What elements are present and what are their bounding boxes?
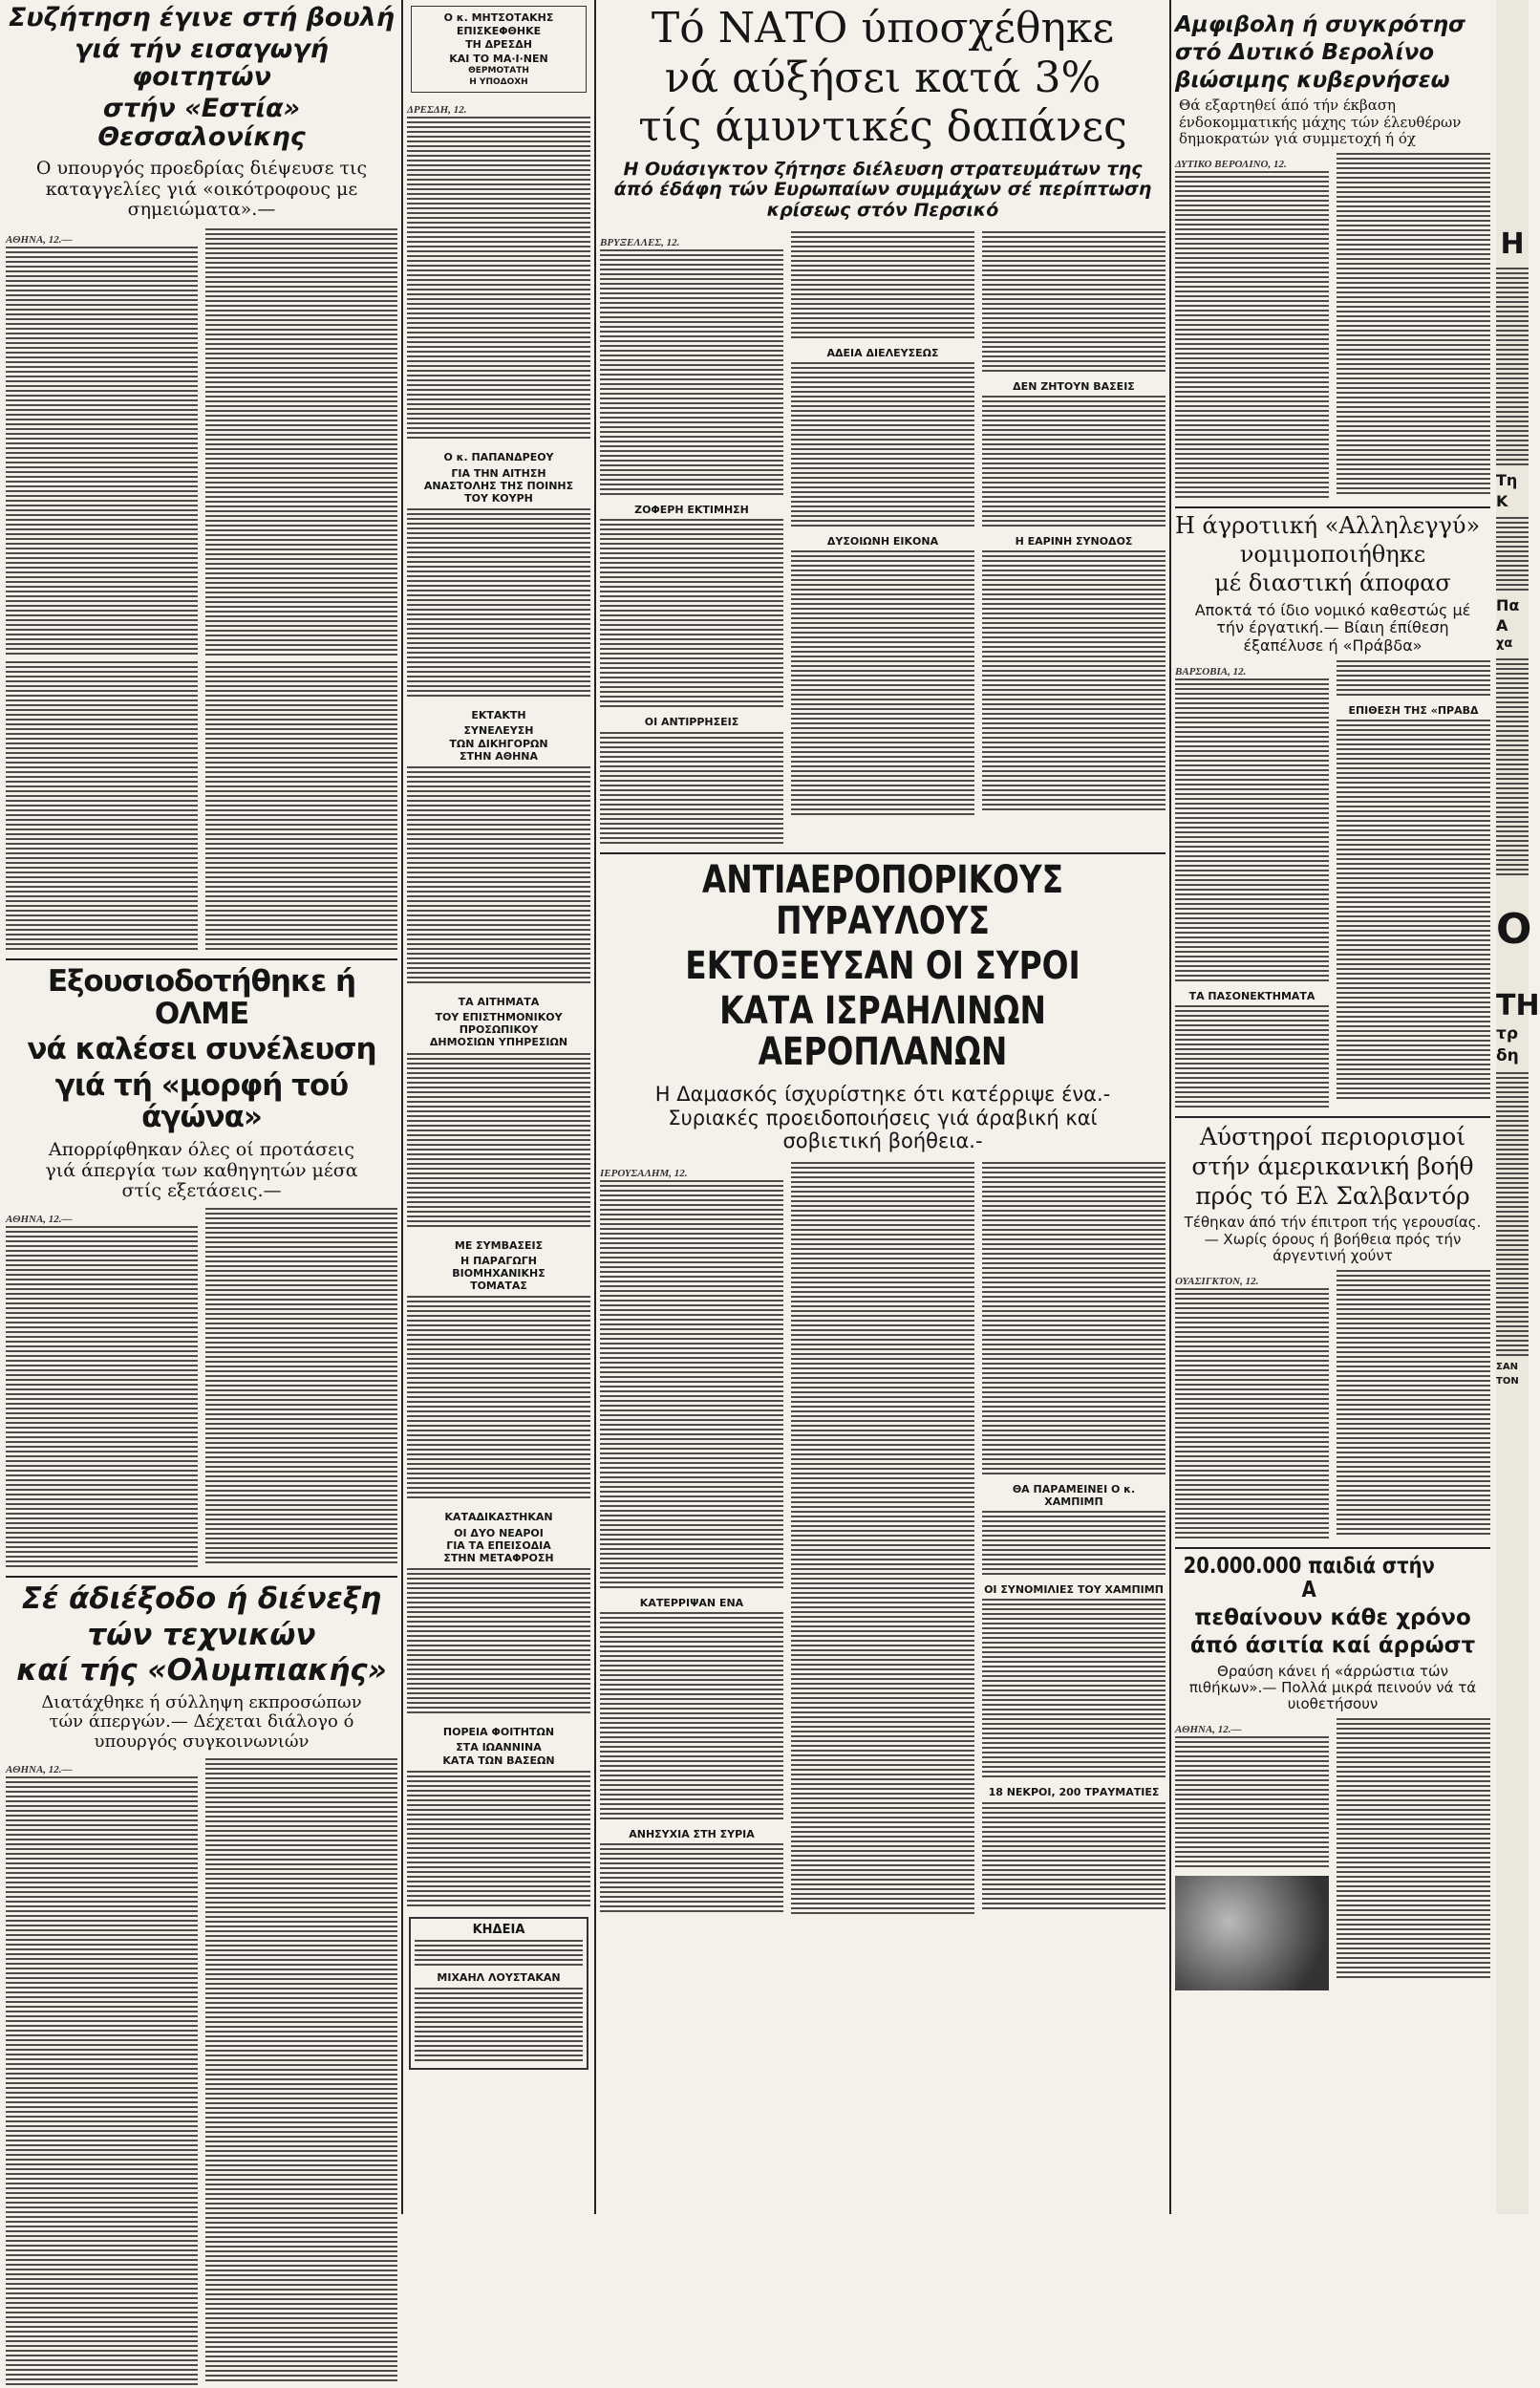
brief-heading: ΔΗΜΟΣΙΩΝ ΥΠΗΡΕΣΙΩΝ bbox=[429, 1036, 568, 1049]
notice-name: ΜΙΧΑΗΛ ΛΟΥΣΤΑΚΑΝ bbox=[437, 1971, 561, 1985]
article-body bbox=[1496, 1072, 1529, 1359]
article-body bbox=[1175, 1736, 1329, 1870]
headline-line: 20.000.000 παιδιά στήν Α bbox=[1183, 1554, 1435, 1603]
column-rule bbox=[594, 0, 596, 2214]
article-body bbox=[1337, 1718, 1490, 1981]
divider bbox=[1175, 506, 1490, 508]
headline-line: ΕΚΤΟΞΕΥΣΑΝ ΟΙ ΣΥΡΟΙ bbox=[685, 943, 1080, 988]
section-heading: ΑΝΗΣΥΧΙΑ ΣΤΗ ΣΥΡΙΑ bbox=[629, 1828, 755, 1841]
news-photo bbox=[1175, 1876, 1329, 1990]
article-body bbox=[600, 519, 783, 710]
headline-line: γιά τή «μορφή τού άγώνα» bbox=[54, 1067, 349, 1135]
article-body bbox=[1496, 517, 1529, 593]
headline-line: πρός τό Ελ Σαλβαντόρ bbox=[1195, 1182, 1470, 1211]
article-body bbox=[600, 732, 783, 847]
edge-fragment: Ο bbox=[1496, 905, 1532, 955]
brief-heading: ΟΙ ΔΥΟ ΝΕΑΡΟΙ bbox=[454, 1526, 544, 1539]
headline-line: νά καλέσει συνέλευση bbox=[27, 1032, 376, 1067]
edge-fragment: Κ bbox=[1496, 491, 1508, 510]
subheadline: Θραύση κάνει ή «άρρώστια τών πιθήκων».— Πολλά μικρά πεινούν νά τά υιοθετήσουν bbox=[1188, 1662, 1477, 1713]
story-children bbox=[1175, 1555, 1490, 1990]
story-estia bbox=[6, 4, 397, 953]
section-heading: ΤΑ ΠΑΣΟΝΕΚΤΗΜΑΤΑ bbox=[1188, 990, 1315, 1003]
edge-fragment: Η bbox=[1500, 227, 1525, 261]
dateline: ΒΑΡΣΟΒΙΑ, 12. bbox=[1175, 666, 1247, 678]
edge-fragment: Πα bbox=[1496, 595, 1520, 614]
brief-heading: ΤΑ ΑΙΤΗΜΑΤΑ bbox=[458, 995, 540, 1008]
article-body bbox=[1175, 1005, 1329, 1110]
headline-line: ΚΑΤΑ ΙΣΡΑΗΛΙΝΩΝ ΑΕΡΟΠΛΑΝΩΝ bbox=[719, 989, 1046, 1075]
brief-heading: ΠΡΟΣΩΠΙΚΟΥ bbox=[459, 1023, 539, 1037]
dateline: ΔΡΕΣΔΗ, 12. bbox=[407, 104, 467, 117]
story-nato bbox=[600, 6, 1166, 847]
article-body bbox=[407, 508, 590, 699]
headline-line: Συζήτηση έγινε στή βουλή bbox=[8, 3, 395, 32]
subheadline: Η Ουάσιγκτον ζήτησε διέλευση στρατευμάτων της άπό έδάφη τών Ευρωπαίων συμμάχων σέ περίπτωση κρίσεως στόν Περσικό bbox=[613, 158, 1152, 222]
article-body bbox=[791, 1162, 974, 1640]
section-heading: ΚΑΤΕΡΡΙΨΑΝ ΕΝΑ bbox=[639, 1596, 744, 1609]
article-body bbox=[205, 1758, 397, 2384]
article-body bbox=[407, 1296, 590, 1501]
brief-line: ΤΗ ΔΡΕΣΔΗ bbox=[465, 38, 532, 52]
headline-line: Αύστηροί περιορισμοί bbox=[1199, 1123, 1466, 1151]
article-body bbox=[6, 1776, 198, 2388]
brief-line: ΘΕΡΜΟΤΑΤΗ bbox=[468, 65, 529, 75]
article-body bbox=[982, 1599, 1166, 1780]
headline-line: νά αύξήσει κατά 3% bbox=[664, 53, 1102, 102]
section-heading: ΟΙ ΣΥΝΟΜΙΛΙΕΣ ΤΟΥ ΧΑΜΠΙΜΠ bbox=[984, 1583, 1164, 1597]
headline-line: στήν άμερικανική βοήθ bbox=[1191, 1152, 1474, 1181]
section-heading: ΔΕΝ ΖΗΤΟΥΝ ΒΑΣΕΙΣ bbox=[1013, 380, 1135, 394]
brief-heading: ΤΟΥ ΚΟΥΡΗ bbox=[464, 491, 533, 505]
article-body bbox=[600, 1180, 783, 1591]
edge-fragment: ΣΑΝ bbox=[1496, 1362, 1518, 1373]
dateline: ΑΘΗΝΑ, 12.— bbox=[6, 1763, 73, 1775]
headline-line: πεθαίνουν κάθε χρόνο bbox=[1194, 1604, 1471, 1630]
article-body bbox=[600, 1843, 783, 1915]
brief-heading: ΤΟΜΑΤΑΣ bbox=[470, 1280, 527, 1293]
dateline: ΑΘΗΝΑ, 12.— bbox=[1175, 1724, 1242, 1736]
story-syria bbox=[600, 857, 1166, 1917]
section-heading: ΕΠΙΘΕΣΗ ΤΗΣ «ΠΡΑΒΔ bbox=[1348, 704, 1479, 718]
headline-line: Σέ άδιέξοδο ή διένεξη bbox=[21, 1581, 382, 1617]
brief-heading: Ο κ. ΠΑΠΑΝΔΡΕΟΥ bbox=[443, 451, 554, 464]
subheadline: Ο υπουργός προεδρίας διέψευσε τις καταγγελίες γιά «οικότροφους με σημειώματα».— bbox=[35, 157, 368, 221]
headline-line: ΑΝΤΙΑΕΡΟΠΟΡΙΚΟΥΣ ΠΥΡΑΥΛΟΥΣ bbox=[701, 857, 1064, 943]
edge-fragment: Α bbox=[1496, 616, 1508, 635]
headline-line: νομιμοποιήθηκε bbox=[1239, 541, 1426, 569]
brief-line: Η ΥΠΟΔΟΧΗ bbox=[469, 76, 528, 87]
brief-line: Ο κ. ΜΗΤΣΟΤΑΚΗΣ bbox=[443, 11, 554, 24]
brief-heading: ΤΩΝ ΔΙΚΗΓΟΡΩΝ bbox=[449, 737, 548, 750]
brief-heading: ΚΑΤΑ ΤΩΝ ΒΑΣΕΩΝ bbox=[442, 1753, 555, 1767]
article-body bbox=[407, 1771, 590, 1909]
article-body bbox=[982, 1511, 1166, 1578]
headline-line: μέ διαστική άποφασ bbox=[1214, 570, 1451, 597]
column-rule bbox=[401, 0, 403, 2214]
notice-title: ΚΗΔΕΙΑ bbox=[472, 1922, 525, 1937]
notice-body bbox=[415, 1940, 583, 1968]
article-body bbox=[1337, 660, 1490, 699]
dateline: ΙΕΡΟΥΣΑΛΗΜ, 12. bbox=[600, 1167, 688, 1179]
section-heading: Η ΕΑΡΙΝΗ ΣΥΝΟΔΟΣ bbox=[1015, 535, 1133, 549]
dateline: ΑΘΗΝΑ, 12.— bbox=[6, 1214, 73, 1226]
headline-line: Τό ΝΑΤΟ ύποσχέθηκε bbox=[651, 4, 1115, 53]
brief-heading: ΓΙΑ ΤΗΝ ΑΙΤΗΣΗ bbox=[451, 466, 546, 480]
article-body bbox=[1337, 153, 1490, 497]
headline-line: τίς άμυντικές δαπάνες bbox=[638, 102, 1127, 152]
dateline: ΟΥΑΣΙΓΚΤΟΝ, 12. bbox=[1175, 1276, 1259, 1288]
divider bbox=[6, 1576, 397, 1578]
funeral-notice bbox=[409, 1917, 588, 2070]
article-body bbox=[1175, 171, 1329, 501]
article-body bbox=[205, 228, 397, 656]
article-body bbox=[1496, 268, 1529, 468]
column-right bbox=[1175, 0, 1490, 2214]
brief-heading: ΣΤΗΝ ΑΘΗΝΑ bbox=[459, 749, 539, 763]
article-body bbox=[407, 766, 590, 986]
subheadline: Απορρίφθηκαν όλες οί προτάσεις γιά άπεργία των καθηγητών μέσα στίς εξετάσεις.— bbox=[45, 1138, 358, 1202]
notice-body bbox=[415, 1988, 583, 2064]
headline-line: Η άγροτιική «Αλληλεγγύ» bbox=[1175, 512, 1481, 540]
article-body bbox=[6, 1226, 198, 1570]
divider bbox=[6, 958, 397, 960]
story-solidarity bbox=[1175, 514, 1490, 1110]
article-body bbox=[1337, 1270, 1490, 1538]
headline-line: βιώσιμης κυβερνήσεω bbox=[1175, 67, 1450, 93]
brief-heading: ΠΟΡΕΙΑ ΦΟΙΤΗΤΩΝ bbox=[442, 1726, 555, 1739]
divider bbox=[1175, 1547, 1490, 1549]
section-heading: 18 ΝΕΚΡΟΙ, 200 ΤΡΑΥΜΑΤΙΕΣ bbox=[988, 1786, 1160, 1799]
article-body bbox=[407, 1568, 590, 1716]
article-body bbox=[407, 1053, 590, 1230]
brief-heading: ΤΟΥ ΕΠΙΣΤΗΜΟΝΙΚΟΥ bbox=[435, 1011, 563, 1024]
article-body bbox=[205, 661, 397, 953]
divider bbox=[600, 852, 1166, 854]
edge-fragment: δη bbox=[1496, 1045, 1519, 1065]
subheadline: Η Δαμασκός ίσχυρίστηκε ότι κατέρριψε ένα.-Συριακές προειδοποιήσεις γιά άραβική καί σοβιετική βοήθεια.- bbox=[654, 1083, 1111, 1152]
headline-line: άπό άσιτία καί άρρώστ bbox=[1189, 1632, 1476, 1658]
brief-heading: Η ΠΑΡΑΓΩΓΗ bbox=[460, 1254, 537, 1267]
article-body bbox=[982, 550, 1166, 813]
story-olme bbox=[6, 966, 397, 1570]
column-center bbox=[600, 0, 1166, 2214]
brief-heading: ΒΙΟΜΗΧΑΝΙΚΗΣ bbox=[452, 1267, 545, 1280]
subheadline: Διατάχθηκε ή σύλληψη εκπροσώπων τών άπεργών.— Δέχεται διάλογο ό υπουργός συγκοινωνιών bbox=[41, 1691, 362, 1753]
article-body bbox=[1175, 1288, 1329, 1541]
article-body bbox=[1496, 658, 1529, 878]
divider bbox=[1175, 1116, 1490, 1118]
article-body bbox=[791, 231, 974, 341]
article-body bbox=[791, 362, 974, 529]
subheadline: Αποκτά τό ίδιο νομικό καθεστώς μέ τήν έργατική.— Βίαιη έπίθεση έξαπέλυσε ή «Πράβδα» bbox=[1194, 601, 1471, 655]
subheadline: Τέθηκαν άπό τήν έπιτροπ τής γερουσίας.— Χωρίς όρους ή βοήθεια πρός τήν άργεντινή χούντ bbox=[1184, 1214, 1482, 1264]
dateline: ΔΥΤΙΚΟ ΒΕΡΟΛΙΝΟ, 12. bbox=[1175, 159, 1287, 171]
edge-fragment: χα bbox=[1496, 636, 1513, 652]
story-salvador bbox=[1175, 1124, 1490, 1541]
article-body bbox=[6, 661, 198, 953]
brief-heading: ΜΕ ΣΥΜΒΑΣΕΙΣ bbox=[454, 1238, 544, 1252]
dateline: ΒΡΥΞΕΛΛΕΣ, 12. bbox=[600, 237, 680, 249]
brief-heading: ΓΙΑ ΤΑ ΕΠΕΙΣΟΔΙΑ bbox=[446, 1538, 551, 1552]
edge-fragment: Τη bbox=[1496, 471, 1518, 490]
article-body bbox=[6, 247, 198, 657]
article-body bbox=[982, 1162, 1166, 1477]
article-body bbox=[600, 1612, 783, 1822]
column-edge-cutoff bbox=[1496, 0, 1540, 2214]
section-heading: ΑΔΕΙΑ ΔΙΕΛΕΥΣΕΩΣ bbox=[826, 347, 939, 360]
headline-line: στήν «Εστία» Θεσσαλονίκης bbox=[97, 94, 306, 152]
subheadline: Θά εξαρτηθεί άπό τήν έκβαση ένδοκομματικής μάχης τών έλευθέρων δημοκρατών γιά συμμετοχή ή όχ bbox=[1179, 97, 1462, 147]
article-body bbox=[407, 117, 590, 441]
section-heading: ΟΙ ΑΝΤΙΡΡΗΣΕΙΣ bbox=[644, 716, 739, 729]
headline-line: στό Δυτικό Βερολίνο bbox=[1175, 39, 1435, 65]
headline-line: καί τής «Ολυμπιακής» bbox=[16, 1653, 387, 1689]
brief-heading: ΕΚΤΑΚΤΗ bbox=[471, 709, 526, 722]
brief-line: ΕΠΙΣΚΕΦΘΗΚΕ bbox=[456, 25, 542, 38]
column-left bbox=[6, 0, 397, 2214]
edge-fragment: ΤΟΝ bbox=[1496, 1375, 1519, 1387]
section-heading: ΖΟΦΕΡΗ ΕΚΤΙΜΗΣΗ bbox=[634, 504, 749, 517]
article-body bbox=[982, 1802, 1166, 1912]
brief-heading: ΚΑΤΑΔΙΚΑΣΤΗΚΑΝ bbox=[444, 1511, 553, 1524]
column-briefs bbox=[407, 0, 590, 2214]
article-body bbox=[205, 1208, 397, 1566]
story-olympic bbox=[6, 1583, 397, 2388]
edge-fragment: ΤΗ bbox=[1496, 989, 1540, 1022]
headline-line: τών τεχνικών bbox=[87, 1617, 316, 1652]
article-body bbox=[982, 231, 1166, 375]
brief-heading: ΣΤΗΝ ΜΕΤΑΦΡΟΣΗ bbox=[443, 1551, 554, 1564]
headline-line: γιά τήν εισαγωγή φοιτητών bbox=[75, 34, 329, 93]
article-body bbox=[791, 1640, 974, 1917]
boxed-brief bbox=[411, 6, 587, 93]
article-body bbox=[982, 396, 1166, 529]
brief-heading: ΣΤΑ ΙΩΑΝΝΙΝΑ bbox=[456, 1741, 542, 1754]
article-body bbox=[600, 249, 783, 498]
story-berlin bbox=[1175, 13, 1490, 501]
column-rule bbox=[1169, 0, 1171, 2214]
headline-line: Αμφιβολη ή συγκρότησ bbox=[1175, 12, 1465, 37]
brief-line: ΚΑΙ ΤΟ ΜΑ·Ι·ΝΕΝ bbox=[449, 52, 548, 65]
section-heading: ΔΥΣΟΙΩΝΗ ΕΙΚΟΝΑ bbox=[826, 535, 939, 549]
headline-line: Εξουσιοδοτήθηκε ή ΟΛΜΕ bbox=[47, 964, 356, 1031]
edge-fragment: τρ bbox=[1496, 1024, 1519, 1044]
section-heading: ΘΑ ΠΑΡΑΜΕΙΝΕΙ Ο κ. ΧΑΜΠΙΜΠ bbox=[1012, 1482, 1136, 1509]
brief-heading: ΣΥΝΕΛΕΥΣΗ bbox=[463, 724, 534, 738]
dateline: ΑΘΗΝΑ, 12.— bbox=[6, 234, 73, 247]
article-body bbox=[1175, 678, 1329, 984]
brief-heading: ΑΝΑΣΤΟΛΗΣ ΤΗΣ ΠΟΙΝΗΣ bbox=[423, 479, 574, 492]
article-body bbox=[791, 550, 974, 818]
article-body bbox=[1337, 720, 1490, 1102]
